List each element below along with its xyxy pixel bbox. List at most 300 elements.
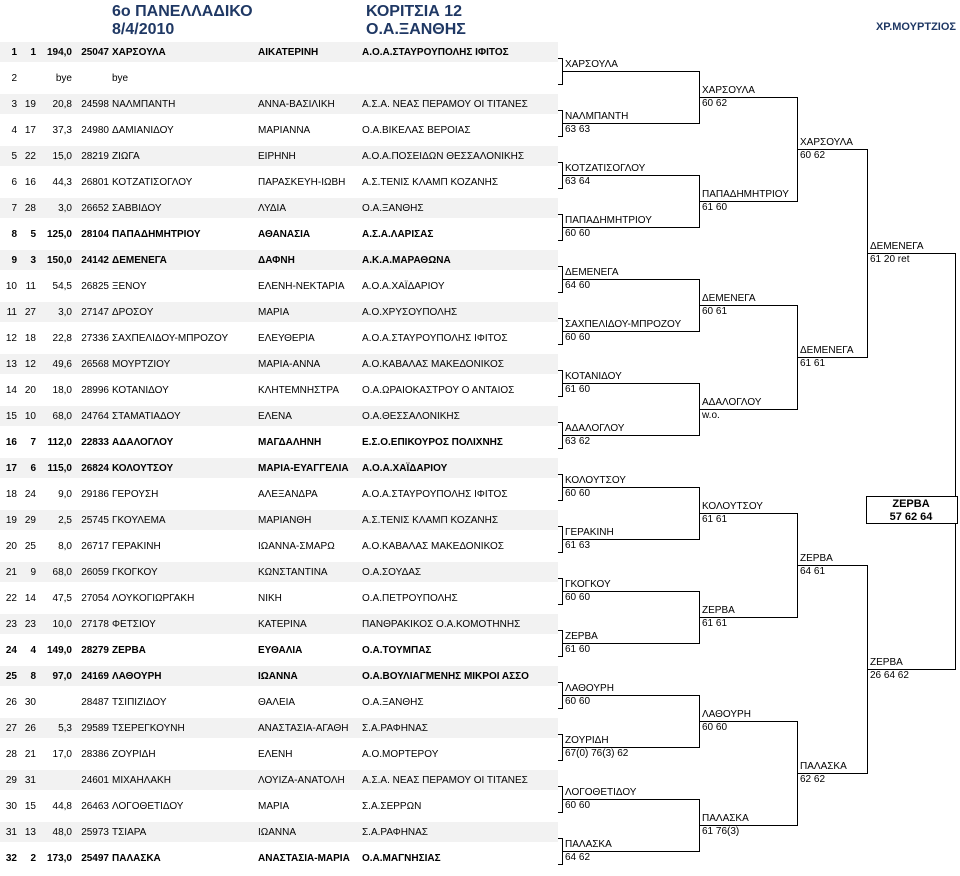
entry-first: ΕΛΕΝΗ: [258, 749, 293, 760]
entry-surname: ΓΚΟΓΚΟΥ: [112, 567, 158, 578]
entry-seed: 27: [5, 723, 17, 734]
entry-row: [0, 852, 560, 866]
winner-name: ΔΕΜΕΝΕΓΑ: [870, 241, 924, 252]
entry-pts: 3,0: [58, 307, 72, 318]
entry-first: ΛΥΔΙΑ: [258, 203, 286, 214]
entry-row: [0, 670, 560, 684]
entry-no: 15: [24, 801, 36, 812]
winner-name: ΑΔΑΛΟΓΛΟΥ: [565, 423, 625, 434]
entry-no: 6: [30, 463, 36, 474]
entry-club: Α.Σ.Α. ΝΕΑΣ ΠΕΡΑΜΟΥ ΟΙ ΤΙΤΑΝΕΣ: [362, 775, 528, 786]
winner-name: ΝΑΛΜΠΑΝΤΗ: [565, 111, 629, 122]
entry-club: Ο.Α.ΠΕΤΡΟΥΠΟΛΗΣ: [362, 593, 458, 604]
entry-row: [0, 254, 560, 268]
match-score: 61 60: [565, 644, 591, 655]
entry-id: 24598: [81, 99, 109, 110]
entry-club: Α.Κ.Α.ΜΑΡΑΘΩΝΑ: [362, 255, 451, 266]
match-score: 60 60: [565, 592, 591, 603]
entry-no: 25: [24, 541, 36, 552]
entry-surname: ΛΟΓΟΘΕΤΙΔΟΥ: [112, 801, 184, 812]
entry-club: Α.Σ.Α. ΝΕΑΣ ΠΕΡΑΜΟΥ ΟΙ ΤΙΤΑΝΕΣ: [362, 99, 528, 110]
match-score: 63 63: [565, 124, 591, 135]
entry-pts: 3,0: [58, 203, 72, 214]
referee-name: ΧΡ.ΜΟΥΡΤΖΙΟΣ: [875, 21, 956, 33]
entry-surname: ΔΡΟΣΟΥ: [112, 307, 154, 318]
match-score: 61 61: [702, 514, 728, 525]
entry-seed: 3: [11, 99, 17, 110]
entry-seed: 12: [5, 333, 17, 344]
entry-pts: 5,3: [58, 723, 72, 734]
entry-seed: 9: [11, 255, 17, 266]
entry-seed: 25: [5, 671, 17, 682]
entry-id: 24142: [81, 255, 109, 266]
winner-name: ΚΟΛΟΥΤΣΟΥ: [702, 501, 763, 512]
entry-seed: 17: [5, 463, 17, 474]
entry-first: ΚΩΝΣΤΑΝΤΙΝΑ: [258, 567, 328, 578]
entry-club: Ε.Σ.Ο.ΕΠΙΚΟΥΡΟΣ ΠΟΛΙΧΝΗΣ: [362, 437, 503, 448]
entry-first: ΙΩΑΝΝΑ: [258, 827, 297, 838]
entry-surname: ΣΑΧΠΕΛΙΔΟΥ-ΜΠΡΟΖΟΥ: [112, 333, 229, 344]
entry-club: Α.Ο.Α.ΧΑΪΔΑΡΙΟΥ: [362, 463, 448, 474]
tournament-date: 8/4/2010: [112, 21, 175, 38]
entry-pts: 15,0: [52, 151, 72, 162]
entry-row: [0, 800, 560, 814]
entry-pts: 115,0: [47, 463, 72, 474]
entry-row: [0, 202, 560, 216]
entry-no: 24: [24, 489, 36, 500]
entry-id: 26825: [81, 281, 109, 292]
entry-no: 16: [24, 177, 36, 188]
entry-pts: 18,0: [52, 385, 72, 396]
entry-club: Α.Ο.ΧΡΥΣΟΥΠΟΛΗΣ: [362, 307, 458, 318]
entry-club: Ο.Α.ΒΟΥΛΙΑΓΜΕΝΗΣ ΜΙΚΡΟΙ ΑΣΣΟ: [362, 671, 529, 682]
winner-name: ΖΕΡΒΑ: [800, 553, 833, 564]
entry-no: 1: [30, 47, 36, 58]
entry-surname: ΔΑΜΙΑΝΙΔΟΥ: [112, 125, 174, 136]
entry-pts: 97,0: [52, 671, 72, 682]
entry-no: 19: [24, 99, 36, 110]
entry-no: 21: [24, 749, 36, 760]
winner-name: ΓΕΡΑΚΙΝΗ: [565, 527, 614, 538]
entry-seed: 2: [11, 73, 17, 84]
entry-seed: 11: [6, 307, 17, 318]
winner-name: ΠΑΛΑΣΚΑ: [702, 813, 749, 824]
entry-id: 26801: [81, 177, 109, 188]
entry-pts: 173,0: [46, 853, 72, 864]
match-score: 64 60: [565, 280, 591, 291]
entry-row: [0, 696, 560, 710]
entry-id: 28279: [81, 645, 109, 656]
entry-pts: 44,3: [52, 177, 72, 188]
match-score: 60 60: [702, 722, 728, 733]
entry-row: [0, 72, 560, 86]
entry-club: Α.Ο.Α.ΣΤΑΥΡΟΥΠΟΛΗΣ ΙΦΙΤΟΣ: [362, 489, 508, 500]
entry-surname: ΖΕΡΒΑ: [112, 645, 146, 656]
entry-row: [0, 514, 560, 528]
entry-club: Α.Ο.Α.ΣΤΑΥΡΟΥΠΟΛΗΣ ΙΦΙΤΟΣ: [362, 47, 509, 58]
entry-surname: ΝΑΛΜΠΑΝΤΗ: [112, 99, 176, 110]
entry-surname: ΛΑΘΟΥΡΗ: [112, 671, 162, 682]
entry-no: 3: [30, 255, 36, 266]
entry-id: 24980: [81, 125, 109, 136]
entry-id: 28104: [81, 229, 109, 240]
winner-name: ΚΟΤΑΝΙΔΟΥ: [565, 371, 622, 382]
entry-club: Α.Ο.Α.ΧΑΪΔΑΡΙΟΥ: [362, 281, 445, 292]
winner-name: ΚΟΤΖΑΤΙΣΟΓΛΟΥ: [565, 163, 646, 174]
entry-first: ΑΝΑΣΤΑΣΙΑ-ΑΓΑΘΗ: [258, 723, 349, 734]
entry-seed: 7: [11, 203, 17, 214]
entry-no: 10: [24, 411, 36, 422]
entry-surname: ΖΙΩΓΑ: [112, 151, 140, 162]
entry-first: ΜΑΡΙΑ: [258, 307, 290, 318]
entry-id: 27147: [81, 307, 109, 318]
entry-pts: 2,5: [58, 515, 72, 526]
entry-pts: 17,0: [52, 749, 72, 760]
entry-seed: 18: [5, 489, 17, 500]
entry-id: 25497: [81, 853, 109, 864]
entry-id: 24601: [81, 775, 109, 786]
entry-first: ΠΑΡΑΣΚΕΥΗ-ΙΩΒΗ: [258, 177, 346, 188]
winner-name: ΠΑΛΑΣΚΑ: [800, 761, 847, 772]
entry-seed: 22: [5, 593, 17, 604]
match-score: 61 20 ret: [870, 254, 910, 265]
entry-id: 25745: [81, 515, 109, 526]
entry-no: 2: [30, 853, 36, 864]
entry-id: 27336: [81, 333, 109, 344]
entry-club: Σ.Α.ΡΑΦΗΝΑΣ: [362, 827, 428, 838]
entry-row: [0, 306, 560, 320]
match-score: 61 61: [702, 618, 728, 629]
match-score: 60 60: [565, 488, 591, 499]
entry-no: 9: [30, 567, 36, 578]
entry-first: ΜΑΡΙΑ-ΕΥΑΓΓΕΛΙΑ: [258, 463, 349, 474]
entry-no: 18: [24, 333, 36, 344]
entry-row: [0, 410, 560, 424]
winner-name: ΧΑΡΣΟΥΛΑ: [565, 59, 618, 70]
winner-name: ΑΔΑΛΟΓΛΟΥ: [702, 397, 762, 408]
entry-pts: 149,0: [46, 645, 72, 656]
entry-id: 26568: [81, 359, 109, 370]
entry-id: 22833: [81, 437, 109, 448]
entry-surname: ΖΟΥΡΙΔΗ: [112, 749, 156, 760]
entry-first: ΙΩΑΝΝΑ: [258, 671, 298, 682]
host-club: Ο.Α.ΞΑΝΘΗΣ: [366, 21, 466, 38]
match-score: 60 60: [565, 696, 591, 707]
entry-surname: ΠΑΠΑΔΗΜΗΤΡΙΟΥ: [112, 229, 201, 240]
entry-pts: 194,0: [46, 47, 72, 58]
entry-first: ΛΟΥΙΖΑ-ΑΝΑΤΟΛΗ: [258, 775, 345, 786]
entry-pts: 9,0: [58, 489, 72, 500]
winner-name: ΖΕΡΒΑ: [565, 631, 598, 642]
entry-seed: 24: [5, 645, 17, 656]
entry-first: ΑΝΝΑ-ΒΑΣΙΛΙΚΗ: [258, 99, 335, 110]
entry-pts: 47,5: [52, 593, 72, 604]
entry-no: 29: [24, 515, 36, 526]
match-score: 61 60: [702, 202, 728, 213]
entry-pts: 49,6: [52, 359, 72, 370]
winner-name: ΔΕΜΕΝΕΓΑ: [702, 293, 756, 304]
entry-surname: bye: [112, 73, 129, 84]
entry-pts: 150,0: [46, 255, 72, 266]
entry-seed: 19: [5, 515, 17, 526]
entry-id: 25047: [81, 47, 109, 58]
entry-seed: 13: [5, 359, 17, 370]
entry-surname: ΚΟΤΑΝΙΔΟΥ: [112, 385, 169, 396]
bracket-line: [955, 253, 956, 670]
entry-no: 28: [24, 203, 36, 214]
entry-row: [0, 384, 560, 398]
entry-id: 24169: [81, 671, 109, 682]
entry-first: ΔΑΦΝΗ: [258, 255, 295, 266]
entry-id: 27178: [81, 619, 109, 630]
entry-no: 23: [24, 619, 36, 630]
entry-row: [0, 566, 560, 580]
winner-name: ΖΕΡΒΑ: [702, 605, 735, 616]
match-score: 60 62: [702, 98, 728, 109]
entry-club: Α.Ο.ΚΑΒΑΛΑΣ ΜΑΚΕΔΟΝΙΚΟΣ: [362, 359, 504, 370]
entry-no: 11: [25, 281, 36, 292]
entry-seed: 20: [5, 541, 17, 552]
entry-id: 24764: [81, 411, 109, 422]
entry-id: 28996: [81, 385, 109, 396]
entry-surname: ΣΑΒΒΙΔΟΥ: [112, 203, 162, 214]
entry-surname: ΦΕΤΣΙΟΥ: [112, 619, 156, 630]
entry-surname: ΤΣΕΡΕΓΚΟΥΝΗ: [112, 723, 185, 734]
match-score: 61 61: [800, 358, 826, 369]
entry-row: [0, 150, 560, 164]
entry-pts: 8,0: [58, 541, 72, 552]
winner-name: ΓΚΟΓΚΟΥ: [565, 579, 611, 590]
entry-surname: ΜΟΥΡΤΖΙΟΥ: [112, 359, 171, 370]
match-score: 60 60: [565, 332, 591, 343]
match-score: 60 62: [800, 150, 826, 161]
entry-club: Ο.Α.ΣΟΥΔΑΣ: [362, 567, 422, 578]
entry-pts: 48,0: [52, 827, 72, 838]
match-score: 61 60: [565, 384, 591, 395]
match-score: 60 61: [702, 306, 728, 317]
match-score: 26 64 62: [870, 670, 909, 681]
champion-name: ΖΕΡΒΑ: [892, 498, 930, 510]
entry-row: [0, 98, 560, 112]
entry-pts: 125,0: [46, 229, 72, 240]
match-score: w.o.: [702, 410, 720, 421]
entry-seed: 28: [5, 749, 17, 760]
entry-pts: 54,5: [52, 281, 72, 292]
entry-row: [0, 228, 560, 242]
entry-surname: ΔΕΜΕΝΕΓΑ: [112, 255, 167, 266]
entry-pts: bye: [55, 73, 72, 84]
entry-club: Ο.Α.ΞΑΝΘΗΣ: [362, 203, 424, 214]
entry-pts: 44,8: [52, 801, 72, 812]
entry-id: 28219: [81, 151, 109, 162]
match-score: 61 76(3): [702, 826, 740, 837]
entry-first: ΕΛΕΝΑ: [258, 411, 292, 422]
match-score: 63 64: [565, 176, 591, 187]
entry-first: ΕΥΘΑΛΙΑ: [258, 645, 303, 656]
entry-id: 29589: [81, 723, 109, 734]
entry-seed: 16: [5, 437, 17, 448]
entry-club: Ο.Α.ΩΡΑΙΟΚΑΣΤΡΟΥ Ο ΑΝΤΑΙΟΣ: [362, 385, 515, 396]
entry-first: ΜΑΓΔΑΛΗΝΗ: [258, 437, 322, 448]
entry-first: ΑΝΑΣΤΑΣΙΑ-ΜΑΡΙΑ: [258, 853, 350, 864]
winner-name: ΧΑΡΣΟΥΛΑ: [702, 85, 755, 96]
entry-first: ΘΑΛΕΙΑ: [258, 697, 296, 708]
entry-club: Α.Ο.Α.ΠΟΣΕΙΔΩΝ ΘΕΣΣΑΛΟΝΙΚΗΣ: [362, 151, 525, 162]
entry-no: 26: [24, 723, 36, 734]
entry-no: 27: [24, 307, 36, 318]
match-score: 64 62: [565, 852, 591, 863]
entry-row: [0, 592, 560, 606]
entry-first: ΜΑΡΙΑΝΘΗ: [258, 515, 312, 526]
match-score: 63 62: [565, 436, 591, 447]
entry-club: Α.Ο.ΚΑΒΑΛΑΣ ΜΑΚΕΔΟΝΙΚΟΣ: [362, 541, 504, 552]
match-score: 61 63: [565, 540, 591, 551]
entry-pts: 20,8: [52, 99, 72, 110]
entry-row: [0, 644, 560, 658]
entry-first: ΚΛΗΤΕΜΝΗΣΤΡΑ: [258, 385, 340, 396]
entry-club: Α.Σ.ΤΕΝΙΣ ΚΛΑΜΠ ΚΟΖΑΝΗΣ: [362, 515, 499, 526]
entry-surname: ΚΟΤΖΑΤΙΣΟΓΛΟΥ: [112, 177, 193, 188]
champion-score: 57 62 64: [889, 511, 933, 523]
entry-id: 26717: [81, 541, 109, 552]
entry-club: Ο.Α.ΘΕΣΣΑΛΟΝΙΚΗΣ: [362, 411, 460, 422]
entry-id: 26463: [81, 801, 109, 812]
entry-pts: 22,8: [52, 333, 72, 344]
draw-bracket: [0, 40, 960, 876]
match-score: 67(0) 76(3) 62: [565, 748, 629, 759]
entry-pts: 68,0: [52, 567, 72, 578]
entry-no: 14: [24, 593, 36, 604]
entry-first: ΚΑΤΕΡΙΝΑ: [258, 619, 307, 630]
entry-club: Α.Ο.Α.ΣΤΑΥΡΟΥΠΟΛΗΣ ΙΦΙΤΟΣ: [362, 333, 508, 344]
entry-surname: ΣΤΑΜΑΤΙΑΔΟΥ: [112, 411, 181, 422]
entry-seed: 14: [5, 385, 17, 396]
entry-row: [0, 722, 560, 736]
entry-club: Ο.Α.ΞΑΝΘΗΣ: [362, 697, 424, 708]
entry-id: 28487: [81, 697, 109, 708]
entry-surname: ΤΣΙΑΡΑ: [112, 827, 147, 838]
entry-no: 8: [30, 671, 36, 682]
winner-name: ΔΕΜΕΝΕΓΑ: [565, 267, 619, 278]
entry-seed: 32: [5, 853, 17, 864]
match-score: 60 60: [565, 228, 591, 239]
entry-club: Α.Ο.ΜΟΡΤΕΡΟΥ: [362, 749, 439, 760]
entry-id: 25973: [81, 827, 109, 838]
entry-row: [0, 124, 560, 138]
entry-club: Α.Σ.ΤΕΝΙΣ ΚΛΑΜΠ ΚΟΖΑΝΗΣ: [362, 177, 499, 188]
entry-first: ΜΑΡΙΑ: [258, 801, 290, 812]
entry-id: 27054: [81, 593, 109, 604]
entry-seed: 4: [11, 125, 17, 136]
entry-first: ΕΙΡΗΝΗ: [258, 151, 296, 162]
winner-name: ΖΟΥΡΙΔΗ: [565, 735, 609, 746]
entry-no: 13: [24, 827, 36, 838]
entry-surname: ΚΟΛΟΥΤΣΟΥ: [112, 463, 174, 474]
entry-club: Ο.Α.ΒΙΚΕΛΑΣ ΒΕΡΟΙΑΣ: [362, 125, 471, 136]
entry-surname: ΞΕΝΟΥ: [112, 281, 147, 292]
winner-name: ΛΑΘΟΥΡΗ: [702, 709, 751, 720]
entry-seed: 30: [5, 801, 17, 812]
entry-surname: ΠΑΛΑΣΚΑ: [112, 853, 161, 864]
entry-no: 30: [24, 697, 36, 708]
entry-club: Ο.Α.ΜΑΓΝΗΣΙΑΣ: [362, 853, 441, 864]
match-score: 64 61: [800, 566, 826, 577]
entry-first: ΕΛΕΥΘΕΡΙΑ: [258, 333, 315, 344]
entry-no: 20: [24, 385, 36, 396]
entry-first: ΙΩΑΝΝΑ-ΣΜΑΡΩ: [258, 541, 335, 552]
entry-first: ΑΙΚΑΤΕΡΙΝΗ: [258, 47, 319, 58]
entry-surname: ΓΚΟΥΛΕΜΑ: [112, 515, 166, 526]
winner-name: ΠΑΠΑΔΗΜΗΤΡΙΟΥ: [702, 189, 789, 200]
entry-surname: ΑΔΑΛΟΓΛΟΥ: [112, 437, 174, 448]
entry-first: ΕΛΕΝΗ-ΝΕΚΤΑΡΙΑ: [258, 281, 345, 292]
entry-seed: 21: [5, 567, 17, 578]
entry-seed: 15: [5, 411, 17, 422]
entry-first: ΜΑΡΙΑΝΝΑ: [258, 125, 311, 136]
entry-no: 4: [30, 645, 36, 656]
winner-name: ΠΑΛΑΣΚΑ: [565, 839, 612, 850]
entry-seed: 31: [5, 827, 17, 838]
entry-no: 5: [30, 229, 36, 240]
entry-seed: 8: [11, 229, 17, 240]
entry-seed: 6: [11, 177, 17, 188]
entry-pts: 37,3: [52, 125, 72, 136]
winner-name: ΔΕΜΕΝΕΓΑ: [800, 345, 854, 356]
category-title: ΚΟΡΙΤΣΙΑ 12: [366, 3, 462, 20]
entry-row: [0, 176, 560, 190]
winner-name: ΠΑΠΑΔΗΜΗΤΡΙΟΥ: [565, 215, 652, 226]
winner-name: ΧΑΡΣΟΥΛΑ: [800, 137, 853, 148]
entry-row: [0, 280, 560, 294]
entry-surname: ΧΑΡΣΟΥΛΑ: [112, 47, 166, 58]
winner-name: ΛΟΓΟΘΕΤΙΔΟΥ: [565, 787, 637, 798]
entry-id: 26059: [81, 567, 109, 578]
entry-surname: ΛΟΥΚΟΓΙΩΡΓΑΚΗ: [112, 593, 195, 604]
entry-no: 12: [24, 359, 36, 370]
entry-first: ΜΑΡΙΑ-ΑΝΝΑ: [258, 359, 321, 370]
entry-seed: 10: [5, 281, 17, 292]
entry-row: [0, 774, 560, 788]
entry-seed: 1: [11, 47, 17, 58]
entry-row: [0, 332, 560, 346]
entry-row: [0, 540, 560, 554]
winner-name: ΚΟΛΟΥΤΣΟΥ: [565, 475, 626, 486]
entry-club: Σ.Α.ΡΑΦΗΝΑΣ: [362, 723, 428, 734]
entry-no: 7: [30, 437, 36, 448]
entry-id: 29186: [81, 489, 109, 500]
entry-surname: ΜΙΧΑΗΛΑΚΗ: [112, 775, 171, 786]
entry-row: [0, 488, 560, 502]
match-score: 60 60: [565, 800, 591, 811]
entry-pts: 68,0: [52, 411, 72, 422]
winner-name: ΛΑΘΟΥΡΗ: [565, 683, 614, 694]
entry-club: ΠΑΝΘΡΑΚΙΚΟΣ Ο.Α.ΚΟΜΟΤΗΝΗΣ: [362, 619, 521, 630]
entry-first: ΑΘΑΝΑΣΙΑ: [258, 229, 311, 240]
winner-name: ΖΕΡΒΑ: [870, 657, 903, 668]
entry-id: 28386: [81, 749, 109, 760]
entry-row: [0, 748, 560, 762]
entry-club: Α.Σ.Α.ΛΑΡΙΣΑΣ: [362, 229, 434, 240]
entry-pts: 112,0: [47, 437, 72, 448]
entry-seed: 29: [5, 775, 17, 786]
match-score: 62 62: [800, 774, 826, 785]
entry-row: [0, 358, 560, 372]
entry-id: 26652: [81, 203, 109, 214]
tournament-title: 6o ΠΑΝΕΛΛΑΔΙΚΟ: [112, 3, 253, 20]
entry-row: [0, 462, 560, 476]
entry-surname: ΓΕΡΟΥΣΗ: [112, 489, 159, 500]
winner-name: ΣΑΧΠΕΛΙΔΟΥ-ΜΠΡΟΖΟΥ: [565, 319, 682, 330]
